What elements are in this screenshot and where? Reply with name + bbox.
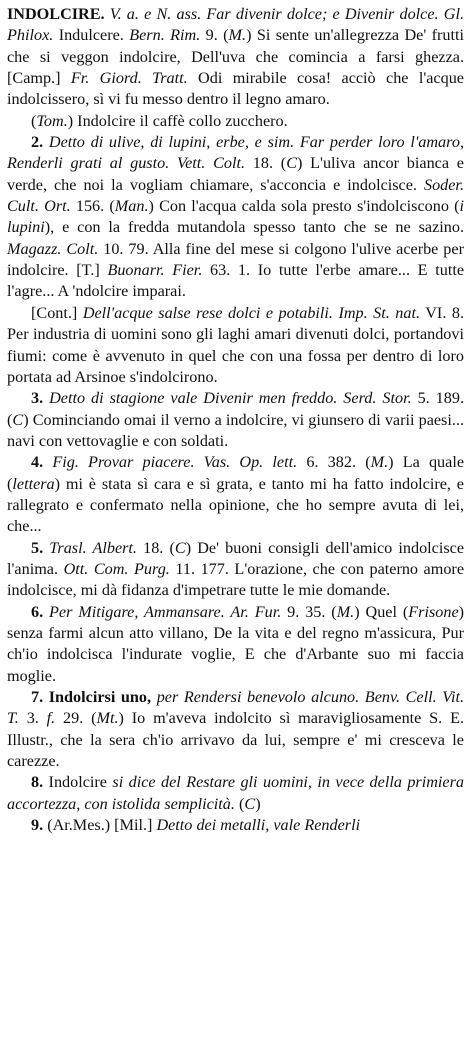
body-text: Indulcere. (53, 26, 130, 45)
italic-text: Ott. Com. Purg. (63, 559, 170, 578)
body-text: ) mi è stata sì cara e sì grata, e tanto mi ha fatto indolcire, e rallegrato e confermato nella opinione, che ho sempre avuta di lei, che... (7, 474, 464, 536)
body-text: 18. ( (136, 538, 175, 557)
body-text: 18. ( (245, 154, 287, 173)
entry-headword-paragraph (7, 4, 464, 111)
italic-text: Per Mitigare, Ammansare. Ar. Fur. (49, 602, 282, 621)
body-text: Odi mirabile cosa! acciò che l'acque indolcissero, sì vi fu messo dentro il legno amaro. (7, 69, 464, 109)
sense-marker: 5. (31, 538, 44, 557)
entry-sense-paragraph (7, 538, 464, 602)
italic-text: Trasl. Albert. (49, 538, 137, 557)
italic-text: Man. (114, 197, 149, 216)
entry-sense-paragraph (7, 772, 464, 815)
italic-text: Bern. Rim. (129, 26, 201, 45)
body-text: ) De' buoni consigli dell'amico indolcisce l'anima. (7, 538, 465, 578)
entry-sense-paragraph (7, 111, 464, 132)
body-text: 29. ( (55, 709, 97, 728)
italic-text: C (12, 410, 24, 429)
body-text: 9. ( (200, 26, 229, 45)
body-text: ) Con l'acqua calda sola presto s'indolciscono ( (148, 197, 460, 216)
body-text: 9. 35. ( (281, 602, 337, 621)
body-text: ) senza farmi alcun atto villano, De la vita e del regno m'assicura, Pur ch'io indolcisca l'indurate voglie, E che d'Arbante suo mi faccia moglie. (7, 602, 465, 685)
italic-text: M. (370, 453, 389, 472)
italic-text: Detto di ulive, di lupini, erbe, e sim. Far perder loro l'amaro, Renderli grati al gusto. Vett. Colt. (7, 133, 464, 173)
sense-marker: 2. (31, 133, 44, 152)
italic-text: V. a. e N. ass. Far divenir dolce; e Divenir dolce. Gl. Philox. (7, 5, 465, 45)
italic-text: Frisone (408, 602, 459, 621)
sense-marker: 8. (31, 773, 44, 792)
italic-text: f. (46, 709, 56, 728)
body-text: 6. 382. ( (297, 453, 371, 472)
italic-text: Magazz. Colt. (7, 239, 99, 258)
body-text: 3. (18, 709, 47, 728)
italic-text: M. (228, 26, 247, 45)
sense-marker: INDOLCIRE. (7, 5, 105, 23)
body-text: 11. 177. L'orazione, che con paterno amore indolcisce, mi dà fidanza d'impetrare tutte le mie domande. (7, 559, 465, 600)
entry-sense-paragraph (7, 388, 464, 452)
body-text: 10. 79. Alla fine del mese si colgono l'ulive acerbe per indolcire. [T.] (7, 239, 464, 280)
body-text: [Cont.] (31, 303, 83, 322)
body-text: ) Io m'aveva indolcito sì maravigliosamente S. E. Illustr., che la sera ch'io arrivavo da lui, sempre e' mi cresceva le carezze. (7, 709, 464, 771)
body-text: ), e con la fredda mutandola spesso tanto che se ne sazino. (44, 218, 464, 237)
italic-text: per Rendersi benevolo alcuno. Benv. Cell. Vit. T. (7, 688, 464, 728)
italic-text: M. (336, 602, 355, 621)
italic-text: Fr. Giord. Tratt. (70, 69, 188, 88)
italic-text: C (174, 538, 186, 557)
entry-sense-paragraph (7, 452, 464, 537)
body-text: (Ar.Mes.) [Mil.] (43, 816, 157, 835)
body-text: VI. 8. Per industria di uomini sono gli laghi amari divenuti dolci, portandovi fiumi: come è avvenuto in quel che con una fossa per dentro di loro portata ad Arsinoe s'indolcirono. (7, 303, 465, 386)
italic-text: Dell'acque salse rese dolci e potabili. Imp. St. nat. (82, 303, 421, 322)
sense-marker: 4. (31, 453, 44, 472)
sense-marker: 3. (31, 389, 44, 408)
body-text: 5. 189. ( (7, 389, 465, 429)
body-text: 63. 1. Io tutte l'erbe amare... E tutte l'agre... A 'ndolcire imparai. (7, 261, 465, 301)
body-text: 156. ( (70, 197, 115, 216)
entry-sense-paragraph (7, 687, 464, 772)
sense-marker: 6. (31, 602, 44, 621)
italic-text: Buonarr. Fier. (107, 261, 203, 280)
body-text: ( (234, 794, 245, 813)
italic-text: lettera (12, 474, 55, 493)
italic-text: Detto di stagione vale Divenir men freddo. Serd. Stor. (49, 389, 412, 408)
italic-text: Detto dei metalli, vale Renderli (156, 816, 361, 835)
italic-text: C (244, 794, 256, 813)
italic-text: si dice del Restare gli uomini, in vece della primiera accortezza, con istolida semplicità. (7, 773, 464, 813)
body-text: Indolcire (43, 773, 113, 792)
italic-text: Tom. (36, 111, 68, 130)
body-text (43, 453, 52, 471)
italic-text: C (286, 154, 297, 173)
italic-text: i lupini (7, 197, 464, 237)
italic-text: Mt. (96, 709, 119, 728)
body-text: ) Si sente un'allegrezza De' frutti che si veggon indolcire, Dell'uva che comincia a farsi ghezza. [Camp.] (7, 26, 464, 88)
sense-marker: 9. (31, 816, 44, 835)
entry-sense-paragraph (7, 303, 464, 388)
body-text: ) Indolcire il caffè collo zucchero. (67, 111, 288, 130)
body-text: ( (31, 111, 37, 130)
body-text: ) La quale ( (7, 453, 465, 493)
body-text: ) (255, 794, 261, 813)
body-text: ) Quel ( (354, 602, 409, 621)
body-text: ) Cominciando omai il verno a indolcire, vi giunsero di varii paesi... navi con vettovaglie e con soldati. (7, 410, 464, 450)
sense-marker: 7. Indolcirsi uno, (31, 688, 152, 706)
italic-text: Soder. Cult. Ort. (7, 175, 464, 216)
body-text: ) L'uliva ancor bianca e verde, che noi la vogliam chiamare, s'acconcia e indolcisce. (7, 154, 464, 194)
entry-sense-paragraph (7, 815, 464, 836)
italic-text: Fig. Provar piacere. Vas. Op. lett. (52, 453, 298, 472)
entry-sense-paragraph (7, 602, 464, 687)
entry-sense-paragraph (7, 132, 464, 303)
